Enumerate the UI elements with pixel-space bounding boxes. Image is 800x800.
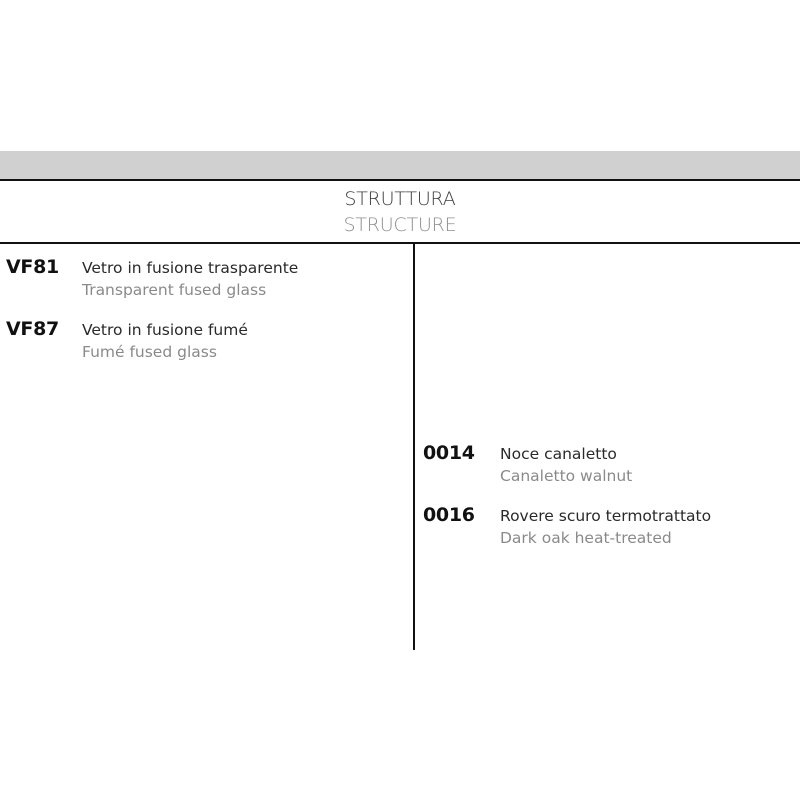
item-name-english: Transparent fused glass (82, 281, 267, 299)
item-name-italian: Noce canaletto (500, 445, 617, 463)
section-title-italian: STRUTTURA (344, 188, 456, 210)
item-description (500, 443, 632, 487)
header-bottom-rule (0, 242, 800, 244)
header-top-rule (0, 179, 800, 181)
column-divider (413, 244, 415, 650)
item-name-italian: Vetro in fusione fumé (82, 321, 248, 339)
item-code: 0014 (423, 442, 475, 464)
item-name-english: Fumé fused glass (82, 343, 217, 361)
item-description (82, 319, 248, 363)
item-description (82, 257, 298, 301)
header-band (0, 151, 800, 179)
section-title-english: STRUCTURE (343, 214, 457, 236)
item-name-english: Canaletto walnut (500, 467, 633, 485)
item-name-italian: Vetro in fusione trasparente (82, 259, 299, 277)
item-name-english: Dark oak heat-treated (500, 529, 672, 547)
item-description (500, 505, 711, 549)
item-code: 0016 (423, 504, 475, 526)
item-code: VF87 (6, 318, 59, 340)
item-code: VF81 (6, 256, 59, 278)
item-name-italian: Rovere scuro termotrattato (500, 507, 712, 525)
